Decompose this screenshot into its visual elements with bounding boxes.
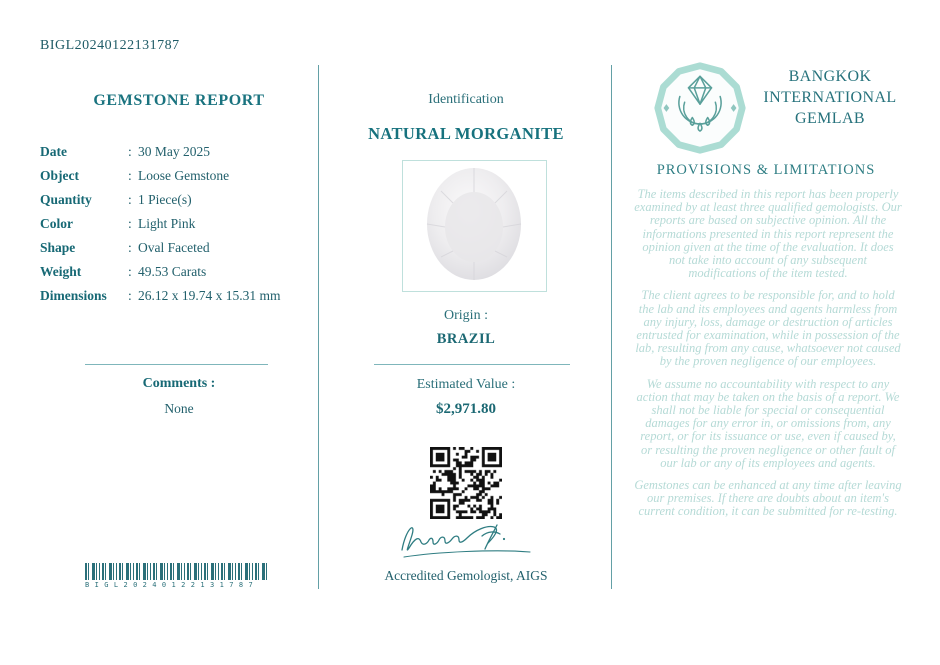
field-value: 30 May 2025 bbox=[138, 144, 210, 159]
column-divider-left bbox=[318, 65, 319, 589]
qr-code bbox=[430, 447, 502, 519]
signature-icon bbox=[394, 516, 539, 564]
provisions-paragraph: Gemstones can be enhanced at any time after leaving our premises. If there are doubts about an item's current condition, it can be submitted for re-testing. bbox=[634, 478, 902, 519]
report-title: GEMSTONE REPORT bbox=[93, 92, 265, 109]
comments-value: None bbox=[164, 401, 194, 416]
field-label: Quantity bbox=[40, 192, 92, 207]
field-value: Loose Gemstone bbox=[138, 168, 230, 183]
signature bbox=[394, 516, 539, 564]
field-row-color bbox=[40, 212, 318, 236]
field-label: Object bbox=[40, 168, 79, 183]
field-separator: : bbox=[128, 168, 132, 183]
comments-label: Comments : bbox=[142, 376, 216, 391]
comments-divider bbox=[85, 364, 268, 365]
provisions-paragraph: We assume no accountability with respect to any action that may be taken on the basis of a report. We shall not be liable for special or consequential damages for any error in, or omissions from, any report, or for its issuance or use, even if caused by, or resulting the proven negligence or other fault of our lab or any of its employees and agents. bbox=[636, 376, 900, 470]
lab-column bbox=[612, 0, 940, 665]
identification-heading: Identification bbox=[428, 92, 504, 107]
field-row-object bbox=[40, 164, 318, 188]
origin-label: Origin : bbox=[444, 308, 488, 323]
field-separator: : bbox=[128, 240, 132, 255]
report-details-column bbox=[40, 0, 318, 665]
field-separator: : bbox=[128, 264, 132, 279]
field-separator: : bbox=[128, 288, 132, 303]
barcode-text: BIGL20240122131787 bbox=[85, 581, 259, 589]
field-row-quantity bbox=[40, 188, 318, 212]
field-row-weight bbox=[40, 260, 318, 284]
field-label: Dimensions bbox=[40, 288, 107, 303]
barcode bbox=[85, 563, 269, 589]
lab-name-line: BANGKOK bbox=[788, 68, 872, 85]
field-value: 26.12 x 19.74 x 15.31 mm bbox=[138, 288, 281, 303]
identification-column bbox=[320, 0, 612, 665]
field-separator: : bbox=[128, 144, 132, 159]
field-value: Oval Faceted bbox=[138, 240, 210, 255]
field-separator: : bbox=[128, 192, 132, 207]
report-number: BIGL20240122131787 bbox=[40, 38, 180, 53]
field-value: Light Pink bbox=[138, 216, 196, 231]
field-label: Weight bbox=[40, 264, 82, 279]
provisions-heading: PROVISIONS & LIMITATIONS bbox=[656, 162, 876, 178]
signer-title: Accredited Gemologist, AIGS bbox=[384, 568, 548, 583]
field-row-date bbox=[40, 140, 318, 164]
field-separator: : bbox=[128, 216, 132, 231]
estimated-value-divider bbox=[374, 364, 570, 365]
gemstone-image bbox=[404, 161, 545, 289]
field-label: Shape bbox=[40, 240, 76, 255]
gem-name: NATURAL MORGANITE bbox=[368, 124, 564, 143]
provisions-paragraph: The items described in this report has been properly examined by at least three qualified gemologists. Our reports are based on subjective opinion. All the informations presented in this report represent the opinion given at the time of the evaluation. It does not take into account of any subsequent modifications of the item tested. bbox=[634, 187, 902, 281]
gemlab-logo-icon bbox=[652, 60, 748, 156]
provisions-text bbox=[634, 188, 902, 528]
field-row-dimensions bbox=[40, 284, 318, 308]
field-value: 49.53 Carats bbox=[138, 264, 207, 279]
lab-name-line: INTERNATIONAL bbox=[763, 89, 897, 106]
field-label: Color bbox=[40, 216, 73, 231]
qr-code-canvas bbox=[430, 447, 502, 519]
estimated-value-label: Estimated Value : bbox=[416, 377, 516, 392]
provisions-paragraph: The client agrees to be responsible for, and to hold the lab and its employees and agents harmless from any injury, loss, damage or destruction of articles entrusted for examination, while in possession of the lab, resulting from any cause, whatsoever not caused by the proven negligence of our employees. bbox=[635, 288, 901, 369]
gemlab-logo-badge bbox=[652, 60, 748, 156]
field-row-shape bbox=[40, 236, 318, 260]
field-label: Date bbox=[40, 144, 67, 159]
gemstone-photo bbox=[402, 160, 547, 292]
estimated-value: $2,971.80 bbox=[436, 401, 496, 417]
report-fields bbox=[40, 140, 318, 308]
lab-name-line: GEMLAB bbox=[795, 110, 865, 127]
barcode-bars bbox=[85, 563, 269, 580]
origin-value: BRAZIL bbox=[436, 331, 496, 347]
lab-name bbox=[748, 66, 912, 129]
field-value: 1 Piece(s) bbox=[138, 192, 192, 207]
